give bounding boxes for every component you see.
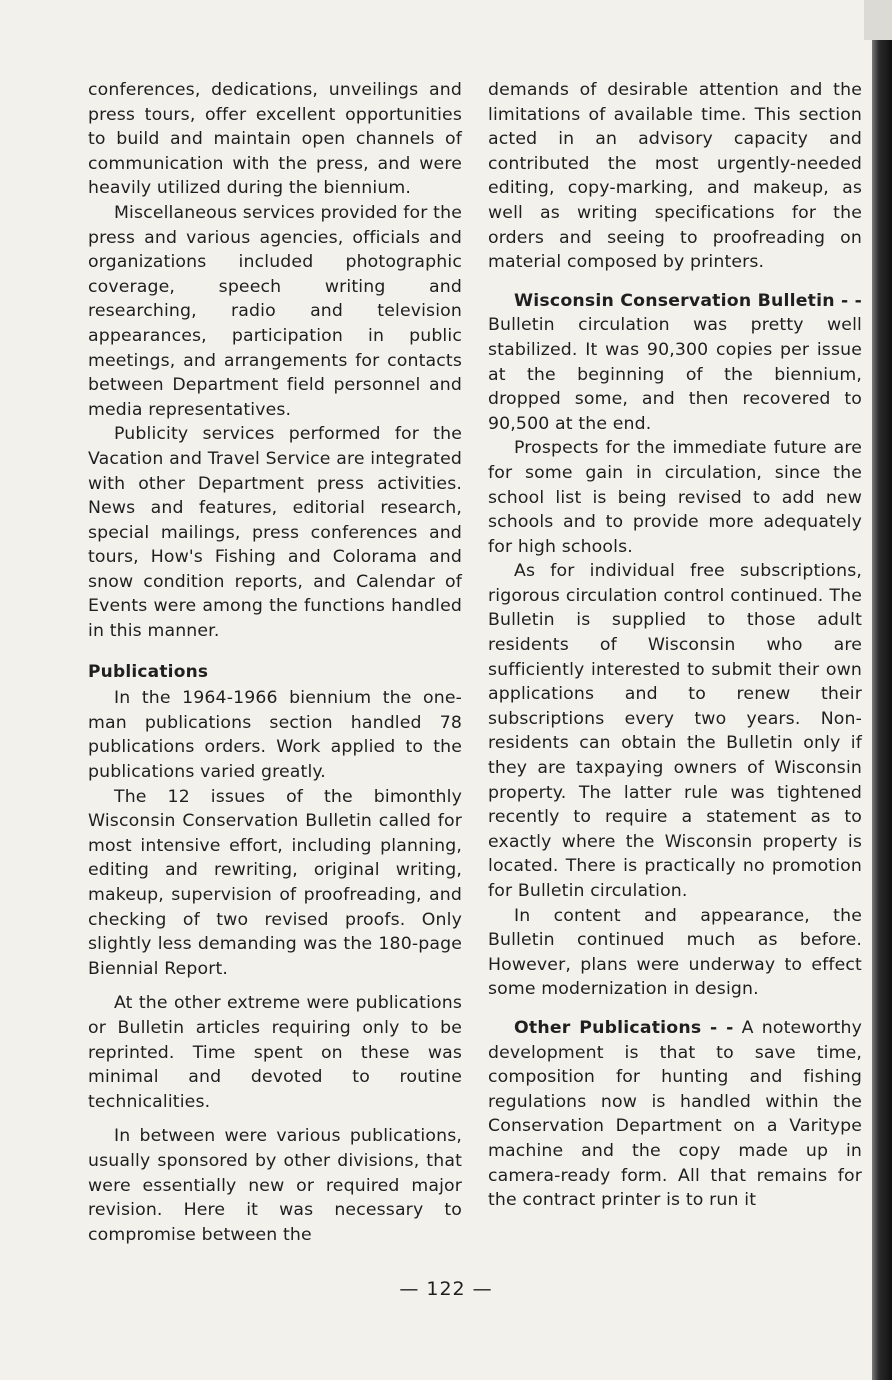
paragraph-text: Bulletin circulation was pretty well stabilized. It was 90,300 copies per issue at the beginning of the biennium, dropped some, and then recovered to 90,500 at the end.	[488, 315, 862, 434]
right-column	[488, 78, 862, 1213]
paragraph: conferences, dedications, unveilings and press tours, offer excellent opportunities to build and maintain open channels of communication with the press, and were heavily utilized during the biennium.	[88, 80, 462, 199]
section-heading-publications: Publications	[88, 661, 209, 682]
paragraph: Miscellaneous services provided for the press and various agencies, officials and organizations included photographic coverage, speech writing and researching, radio and television appearances, participation in public meetings, and arrangements for contacts between Department field personnel and media representatives.	[88, 202, 462, 420]
run-in-heading-bulletin: Wisconsin Conservation Bulletin - -	[514, 290, 862, 311]
paragraph: In content and appearance, the Bulletin continued much as before. However, plans were underway to effect some modernization in design.	[488, 905, 862, 1000]
paragraph: As for individual free subscriptions, rigorous circulation control continued. The Bulletin is supplied to those adult residents of Wisconsin who are sufficiently interested to submit their own applications and to renew their subscriptions every two years. Non-residents can obtain the Bulletin only if they are taxpaying owners of Wisconsin property. The latter rule was tightened recently to require a statement as to exactly where the Wisconsin property is located. There is practically no promotion for Bulletin circulation.	[488, 561, 862, 901]
run-in-heading-other-publications: Other Publications - -	[514, 1017, 734, 1038]
paragraph-text: A noteworthy development is that to save time, composition for hunting and fishing regulations now is handled within the Conservation Department on a Varitype machine and the copy made up in camera-ready form. All that remains for the contract printer is to run it	[488, 1017, 862, 1211]
paragraph: demands of desirable attention and the limitations of available time. This section acted in an advisory capacity and contributed the most urgently-needed editing, copy-marking, and makeup, as well as writing specifications for the orders and seeing to proofreading on material composed by printers.	[488, 80, 862, 273]
left-column	[88, 78, 462, 1247]
paragraph: Prospects for the immediate future are for some gain in circulation, since the school list is being revised to add new schools and to provide more adequately for high schools.	[488, 438, 862, 557]
paragraph: At the other extreme were publications or Bulletin articles requiring only to be reprinted. Time spent on these was minimal and devoted to routine technicalities.	[88, 993, 462, 1112]
page-number: — 122 —	[399, 1278, 493, 1300]
paragraph: In the 1964-1966 biennium the one-man publications section handled 78 publications orders. Work applied to the publications varied greatly.	[88, 688, 462, 783]
paragraph: In between were various publications, usually sponsored by other divisions, that were essentially new or required major revision. Here it was necessary to compromise between the	[88, 1126, 462, 1245]
paragraph-other-publications	[488, 1016, 862, 1213]
page-edge-shadow	[872, 0, 892, 1380]
paragraph: Publicity services performed for the Vacation and Travel Service are integrated with other Department press activities. News and features, editorial research, special mailings, press conferences and tours, How's Fishing and Colorama and snow condition reports, and Calendar of Events were among the functions handled in this manner.	[88, 424, 462, 642]
page-edge-top	[864, 0, 892, 40]
paragraph-bulletin	[488, 289, 862, 437]
paragraph: The 12 issues of the bimonthly Wisconsin Conservation Bulletin called for most intensive effort, including planning, editing and rewriting, original writing, makeup, supervision of proofreading, and checking of two revised proofs. Only slightly less demanding was the 180-page Biennial Report.	[88, 786, 462, 979]
